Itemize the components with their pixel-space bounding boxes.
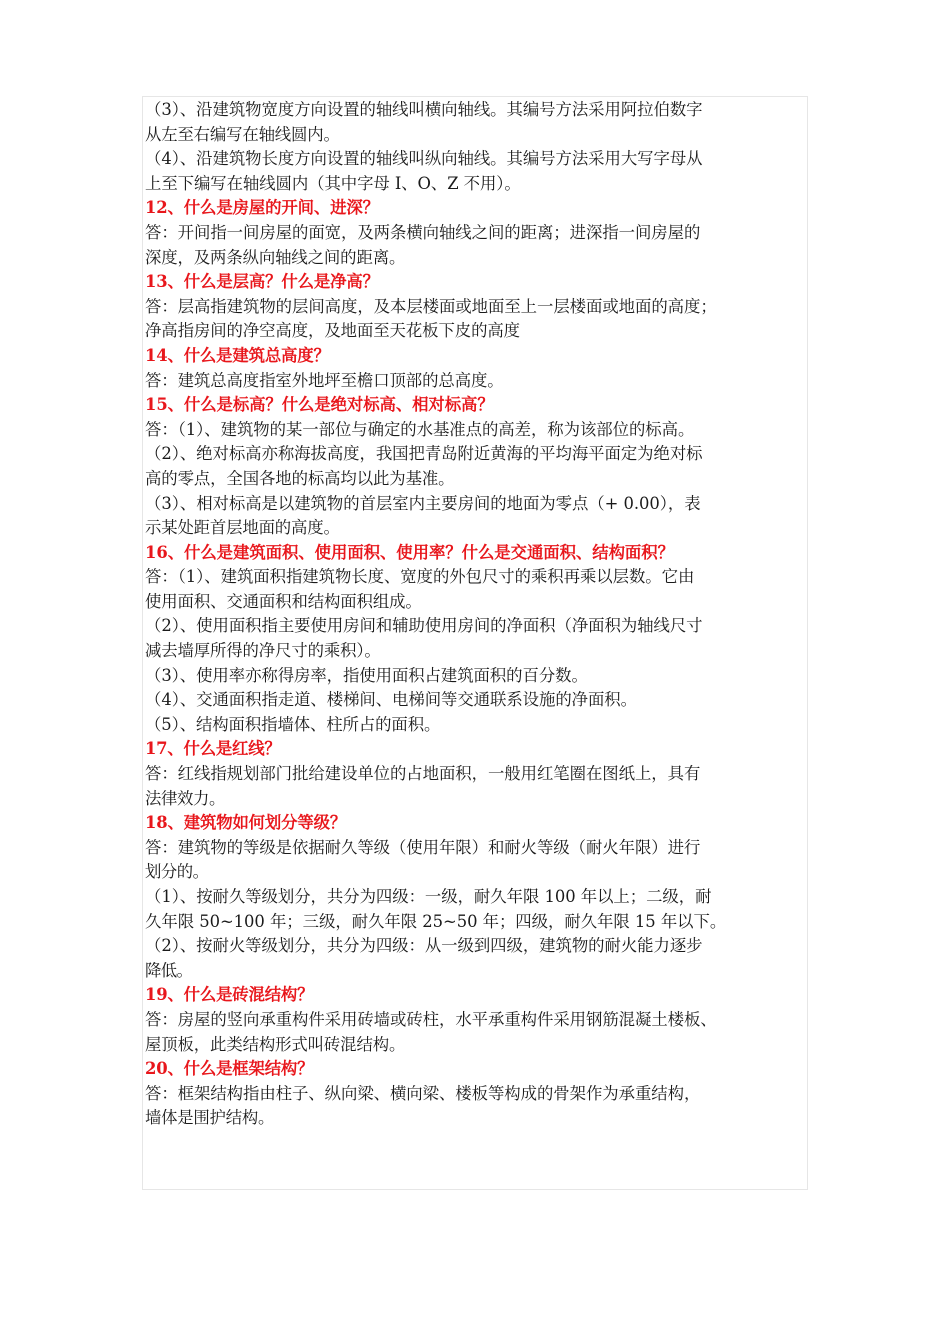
text-line: （3）、相对标高是以建筑物的首层室内主要房间的地面为零点（+ 0.00），表 [145,493,701,513]
text-line: 使用面积、交通面积和结构面积组成。 [145,591,422,611]
text-line: （1）、按耐久等级划分，共分为四级：一级，耐久年限 100 年以上；二级，耐 [145,887,712,906]
text-line: 划分的。 [145,862,209,882]
text-line: 答：（1）、建筑面积指建筑物长度、宽度的外包尺寸的乘积再乘以层数。它由 [145,567,695,587]
question-heading: 17、什么是红线？ [145,739,281,759]
text-line: 答：房屋的竖向承重构件采用砖墙或砖柱，水平承重构件采用钢筋混凝土楼板、 [145,1009,717,1029]
text-line: 从左至右编写在轴线圆内。 [145,124,340,144]
question-heading: 18、建筑物如何划分等级？ [145,813,347,833]
text-line: 深度，及两条纵向轴线之间的距离。 [145,247,406,267]
text-line: 高的零点，全国各地的标高均以此为基准。 [145,468,455,488]
text-line: 法律效力。 [145,788,225,808]
text-line: 答：建筑物的等级是依据耐久等级（使用年限）和耐火等级（耐火年限）进行 [145,837,701,857]
text-line: 示某处距首层地面的高度。 [145,518,340,538]
document-body [145,98,809,1131]
text-line: 答：（1）、建筑物的某一部位与确定的水基准点的高差，称为该部位的标高。 [145,419,695,439]
question-heading: 16、什么是建筑面积、使用面积、使用率？什么是交通面积、结构面积？ [145,542,674,562]
question-heading: 14、什么是建筑总高度？ [145,345,330,365]
text-line: 墙体是围护结构。 [145,1108,275,1128]
text-line: （2）、使用面积指主要使用房间和辅助使用房间的净面积（净面积为轴线尺寸 [145,616,703,636]
text-line: 上至下编写在轴线圆内（其中字母 I、O、Z 不用）。 [145,173,521,193]
text-line: （2）、绝对标高亦称海拔高度，我国把青岛附近黄海的平均海平面定为绝对标 [145,444,703,464]
text-line: 净高指房间的净空高度，及地面至天花板下皮的高度 [145,321,520,341]
question-heading: 15、什么是标高？什么是绝对标高、相对标高？ [145,395,494,415]
question-heading: 20、什么是框架结构？ [145,1059,314,1079]
text-line: （3）、使用率亦称得房率，指使用面积占建筑面积的百分数。 [145,665,588,685]
text-line: 答：开间指一间房屋的面宽，及两条横向轴线之间的距离；进深指一间房屋的 [145,222,701,242]
question-heading: 19、什么是砖混结构？ [145,985,314,1005]
text-line: 降低。 [145,960,193,980]
text-line: 答：层高指建筑物的层间高度，及本层楼面或地面至上一层楼面或地面的高度； [145,296,717,316]
text-line: （4）、沿建筑物长度方向设置的轴线叫纵向轴线。其编号方法采用大写字母从 [145,149,703,169]
text-line: 答：红线指规划部门批给建设单位的占地面积，一般用红笔圈在图纸上，具有 [145,764,701,784]
text-line: （5）、结构面积指墙体、柱所占的面积。 [145,714,441,734]
question-heading: 13、什么是层高？什么是净高？ [145,272,379,292]
text-line: 答：框架结构指由柱子、纵向梁、横向梁、楼板等构成的骨架作为承重结构， [145,1083,701,1103]
text-line: 屋顶板，此类结构形式叫砖混结构。 [145,1034,406,1054]
text-line: 答：建筑总高度指室外地坪至檐口顶部的总高度。 [145,370,504,390]
text-line: （4）、交通面积指走道、楼梯间、电梯间等交通联系设施的净面积。 [145,690,637,710]
question-heading: 12、什么是房屋的开间、进深？ [145,198,379,218]
text-line: （2）、按耐火等级划分，共分为四级：从一级到四级，建筑物的耐火能力逐步 [145,936,703,956]
text-line: 减去墙厚所得的净尺寸的乘积）。 [145,641,381,661]
text-line: （3）、沿建筑物宽度方向设置的轴线叫横向轴线。其编号方法采用阿拉伯数字 [145,100,703,119]
text-line: 久年限 50~100 年；三级，耐久年限 25~50 年；四级，耐久年限 15 年以下。 [145,911,727,931]
